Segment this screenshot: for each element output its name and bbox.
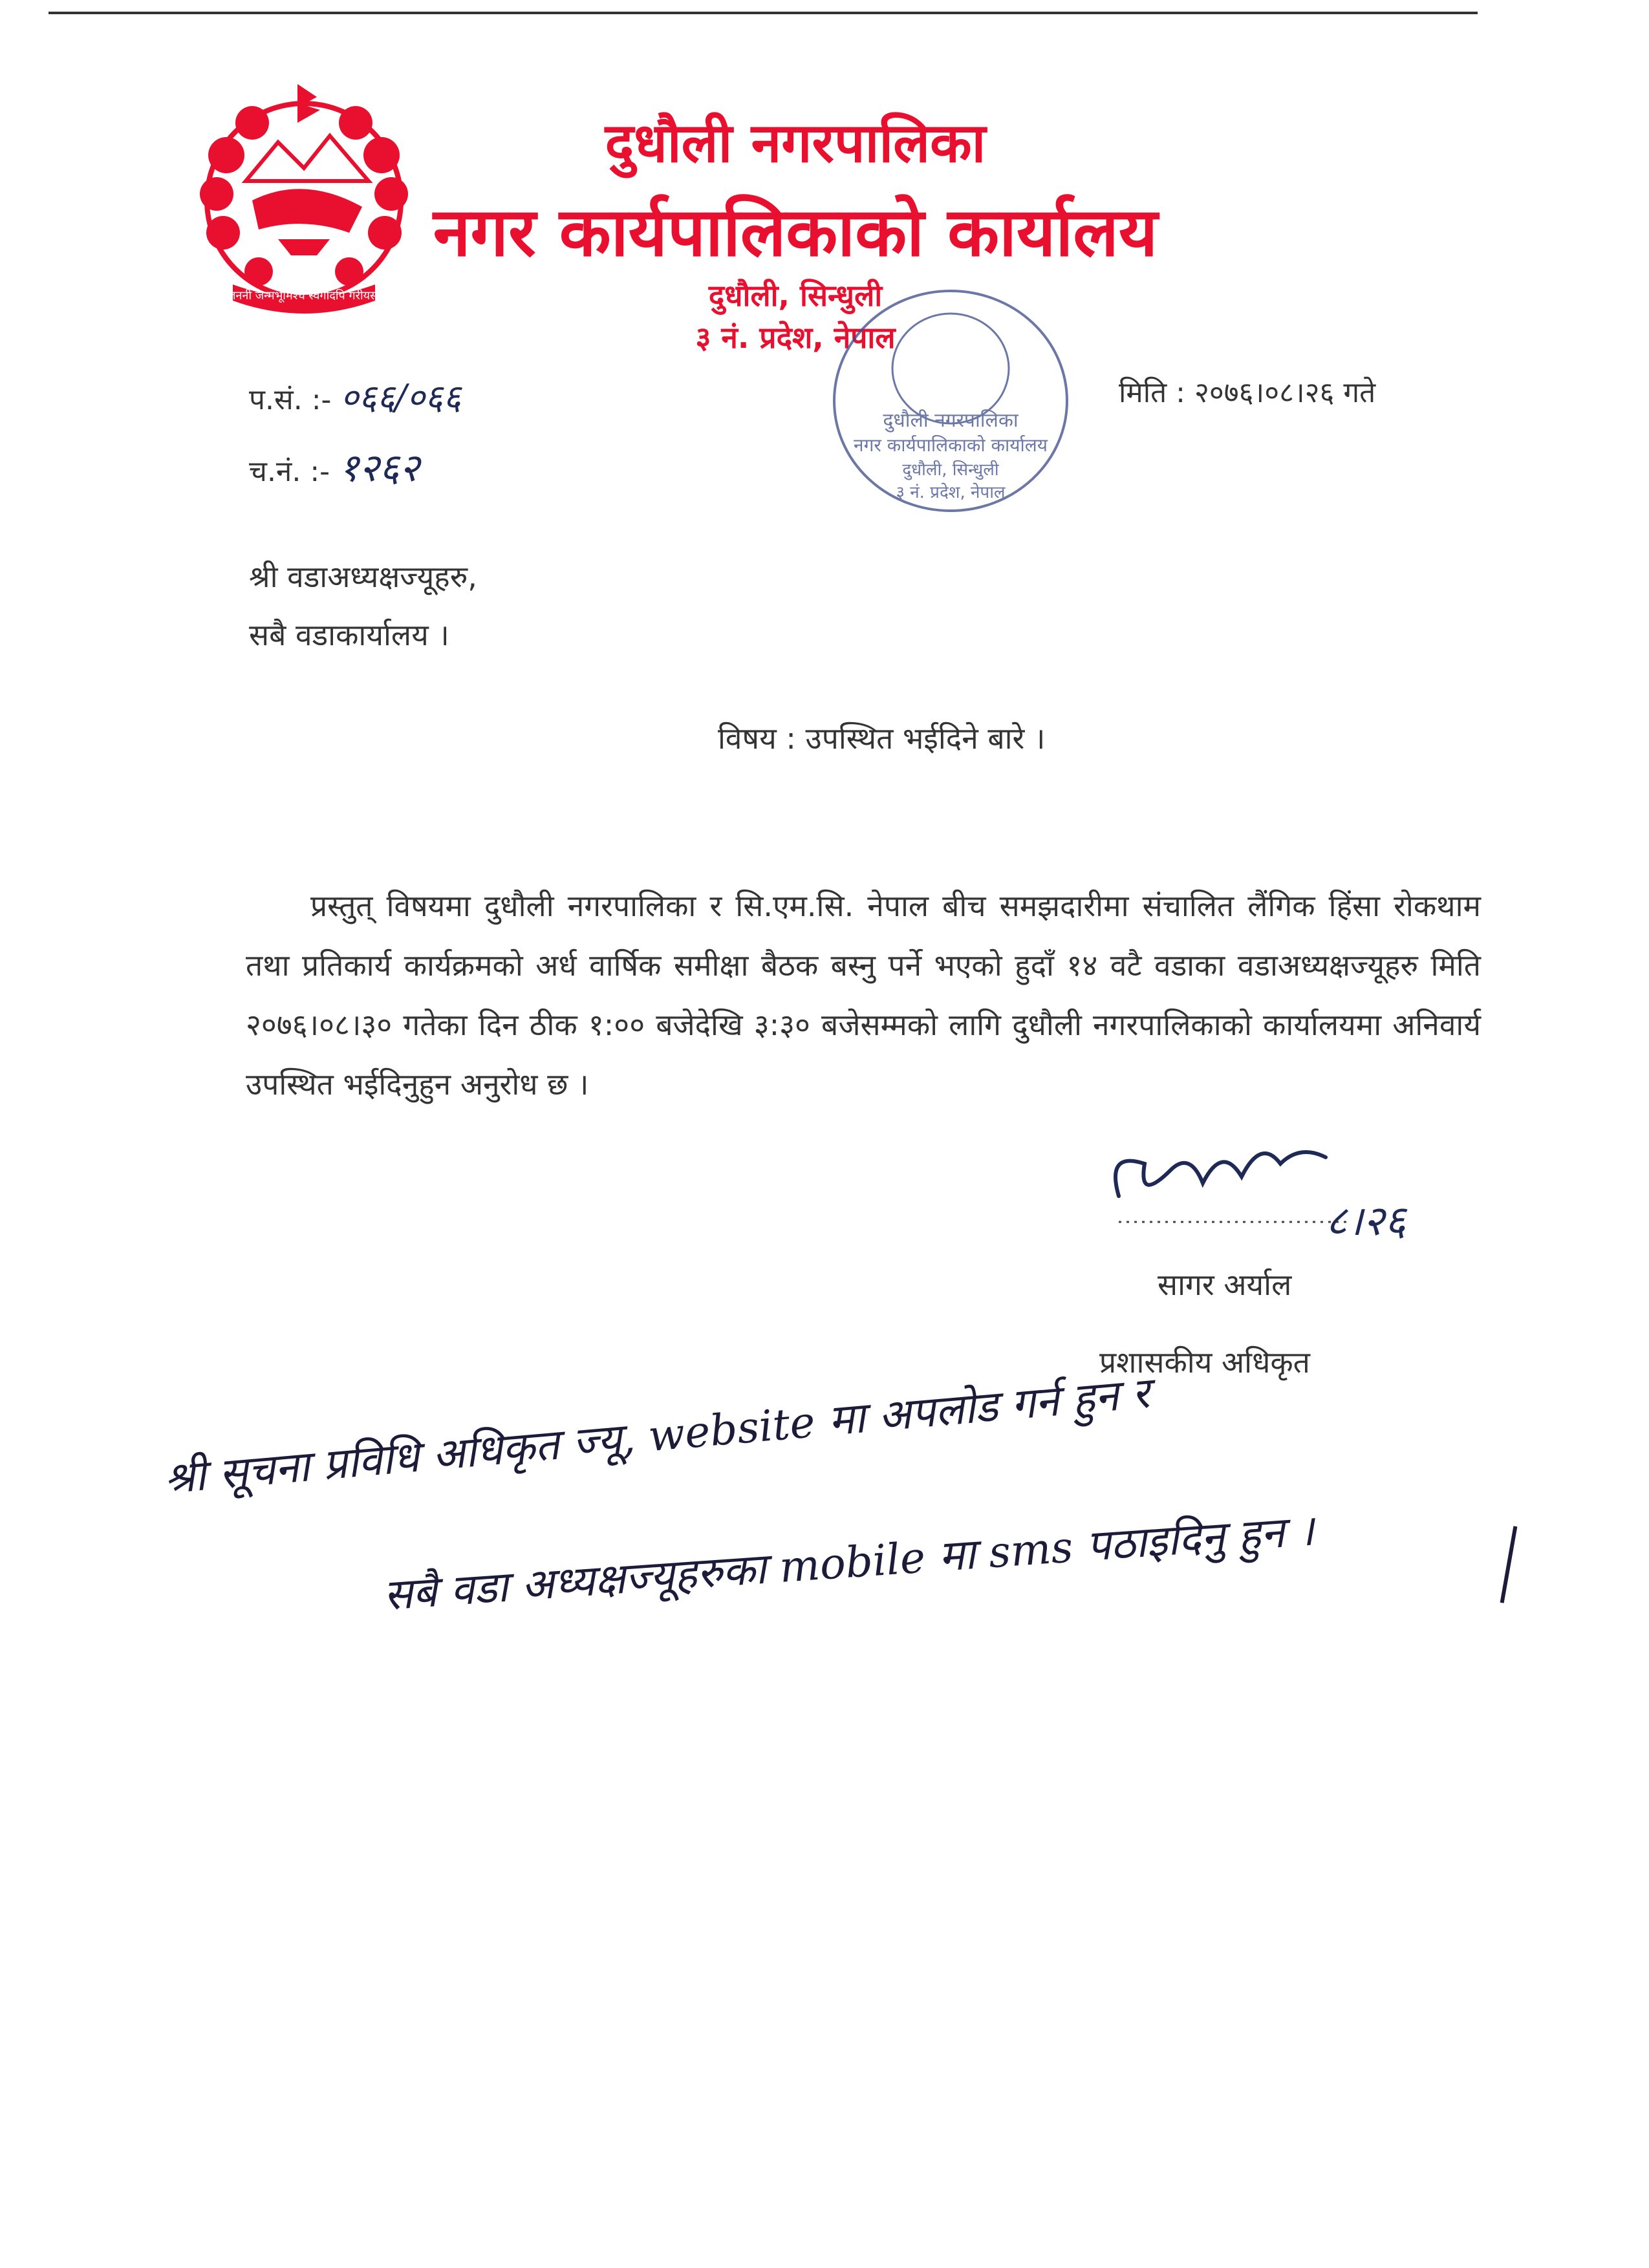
top-border-line [48,12,1478,14]
subject-line: विषय : उपस्थित भईदिने बारे । [718,721,1046,756]
office-name: नगर कार्यपालिकाको कार्यालय [433,193,1158,272]
pa-sa-line [249,372,461,420]
date-value: २०७६।०८।२६ गते [1194,376,1376,409]
signature-date: ८।२६ [1326,1197,1406,1245]
office-district: दुधौली, सिन्धुली [708,278,883,313]
stamp-line-1: दुधौली नगरपालिका [883,409,1018,432]
pa-sa-label: प.सं. :- [249,383,332,416]
office-province: ३ नं. प्रदेश, नेपाल [695,320,896,355]
handwritten-closing-stroke [1500,1526,1518,1603]
signatory-title: प्रशासकीय अधिकृत [1099,1345,1310,1380]
stamp-line-4: ३ नं. प्रदेश, नेपाल [896,483,1006,502]
cha-na-line [249,440,420,493]
signatory-name: सागर अर्याल [1158,1267,1292,1302]
stamp-line-2: नगर कार्यपालिकाको कार्यालय [854,434,1048,456]
addressee-line-2: सबै वडाकार्यालय । [249,617,449,652]
body-paragraph: प्रस्तुत् विषयमा दुधौली नगरपालिका र सि.एम.सि. नेपाल बीच समझदारीमा संचालित लैंगिक हिंसा रोकथाम तथा प्रतिकार्य कार्यक्रमको अर्ध वार्षिक समीक्षा बैठक बस्नु पर्ने भएको हुदाँ १४ वटै वडाका वडाअध्यक्षज्यूहरु मिति २०७६।०८।३० गतेका दिन ठीक १:०० बजेदेखि ३:३० बजेसम्मको लागि दुधौली नगरपालिकाको कार्यालयमा अनिवार्य उपस्थित भईदिनुहुन अनुरोध छ । [246,888,1481,1102]
date-line [1119,372,1375,411]
emblem-motto: जननी जन्मभूमिश्च स्वर्गादपि गरीयसी [227,289,381,303]
pa-sa-value: ०६६/०६६ [340,377,462,418]
handwritten-note-line-1: श्री सूचना प्रविधि अधिकृत ज्यू, website मा अपलोड गर्न हुन र [162,1367,1152,1504]
handwritten-note-line-2: सबै वडा अध्यक्षज्यूहरुका mobile मा sms पठाइदिनु हुन । [382,1505,1316,1620]
cha-na-value: १२६२ [339,445,420,491]
addressee-line-1: श्री वडाअध्यक्षज्यूहरु, [249,559,477,594]
office-stamp [821,278,1080,524]
handwritten-signature [1093,1125,1429,1280]
municipality-name: दुधौली नगरपालिका [605,111,986,175]
cha-na-label: च.नं. :- [249,455,330,488]
stamp-line-3: दुधौली, सिन्धुली [902,460,999,480]
date-label: मिति : [1119,376,1185,409]
